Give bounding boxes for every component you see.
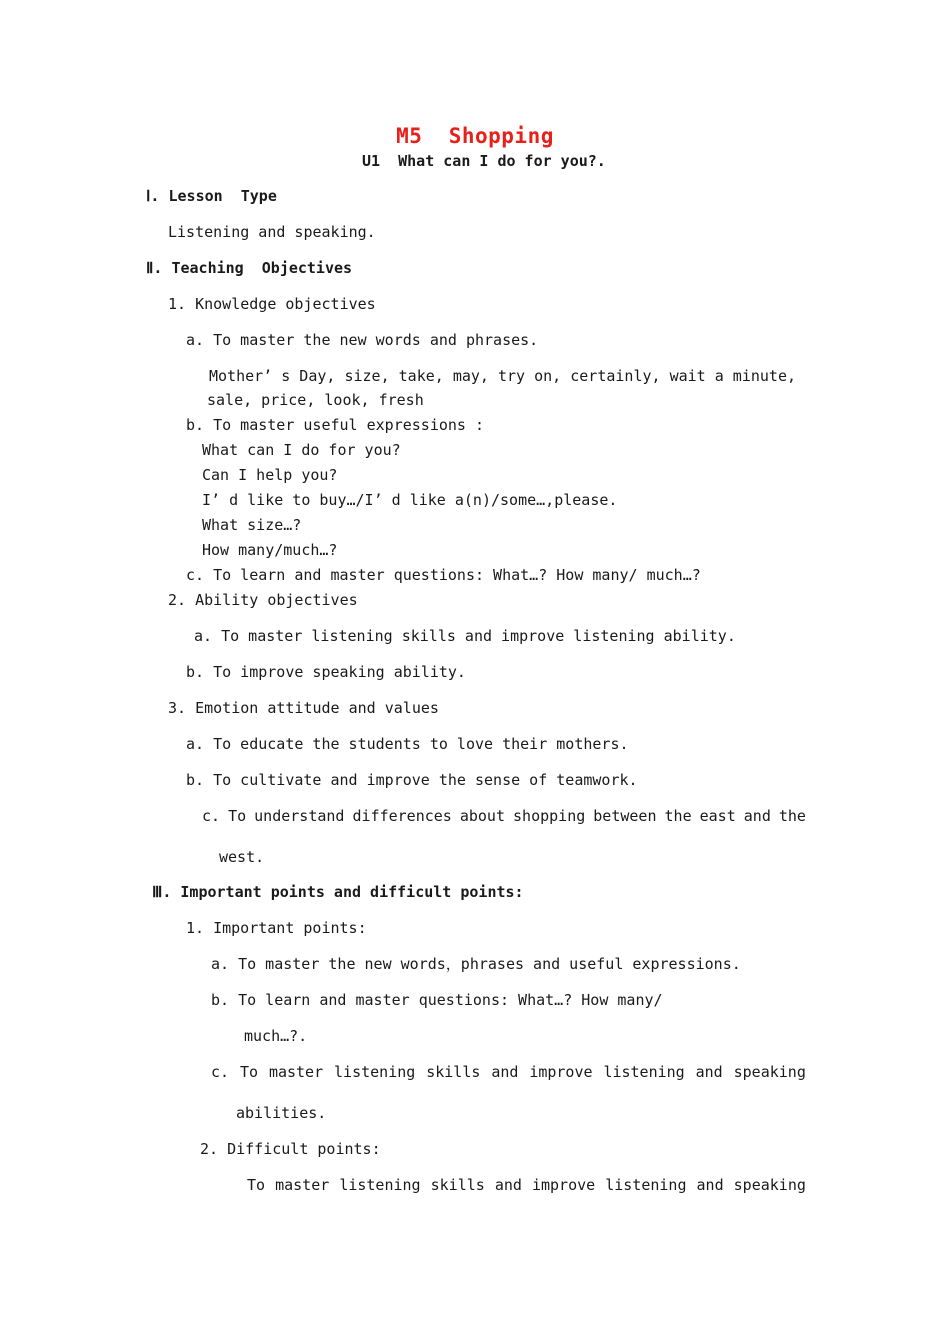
expression-1: What can I do for you? [202, 441, 401, 459]
ability-item-b: b. To improve speaking ability. [186, 663, 466, 681]
emotion-item-a: a. To educate the students to love their mothers. [186, 735, 629, 753]
document-subtitle: U1 What can I do for you?. [362, 152, 606, 170]
section-2-heading: Ⅱ. Teaching Objectives [146, 259, 353, 277]
words-line-1: Mother’ s Day, size, take, may, try on, certainly, wait a minute, [209, 367, 796, 385]
knowledge-item-c: c. To learn and master questions: What…? How many/ much…? [186, 566, 701, 584]
important-item-b: b. To learn and master questions: What…? How many/ [211, 991, 663, 1009]
important-item-b-cont: much…?. [244, 1027, 308, 1045]
expression-5: How many/much…? [202, 541, 338, 559]
difficult-points: 2. Difficult points: [200, 1140, 381, 1158]
important-item-c-cont: abilities. [236, 1104, 327, 1122]
section-1-heading: Ⅰ. Lesson Type [146, 187, 277, 205]
emotion-item-c-cont: west. [219, 848, 265, 866]
ability-objectives: 2. Ability objectives [168, 591, 358, 609]
emotion-item-c: c. To understand differences about shopping between the east and the [202, 807, 806, 825]
knowledge-item-b: b. To master useful expressions : [186, 416, 485, 434]
knowledge-item-a: a. To master the new words and phrases. [186, 331, 539, 349]
difficult-points-line: To master listening skills and improve listening and speaking [247, 1176, 806, 1194]
words-line-2: sale, price, look, fresh [207, 391, 424, 409]
ability-item-a: a. To master listening skills and improve listening ability. [194, 627, 736, 645]
emotion-item-b: b. To cultivate and improve the sense of teamwork. [186, 771, 638, 789]
knowledge-objectives: 1. Knowledge objectives [168, 295, 376, 313]
important-item-a: a. To master the new words，phrases and useful expressions. [211, 955, 741, 973]
important-item-c: c. To master listening skills and improve listening and speaking [211, 1063, 806, 1081]
important-points: 1. Important points: [186, 919, 367, 937]
emotion-objectives: 3. Emotion attitude and values [168, 699, 439, 717]
document-title: M5 Shopping [396, 124, 554, 148]
expression-3: I’ d like to buy…/I’ d like a(n)/some…,please. [202, 491, 618, 509]
section-1-body: Listening and speaking. [168, 223, 376, 241]
expression-4: What size…? [202, 516, 302, 534]
expression-2: Can I help you? [202, 466, 338, 484]
section-3-heading: Ⅲ. Important points and difficult points: [152, 883, 524, 901]
